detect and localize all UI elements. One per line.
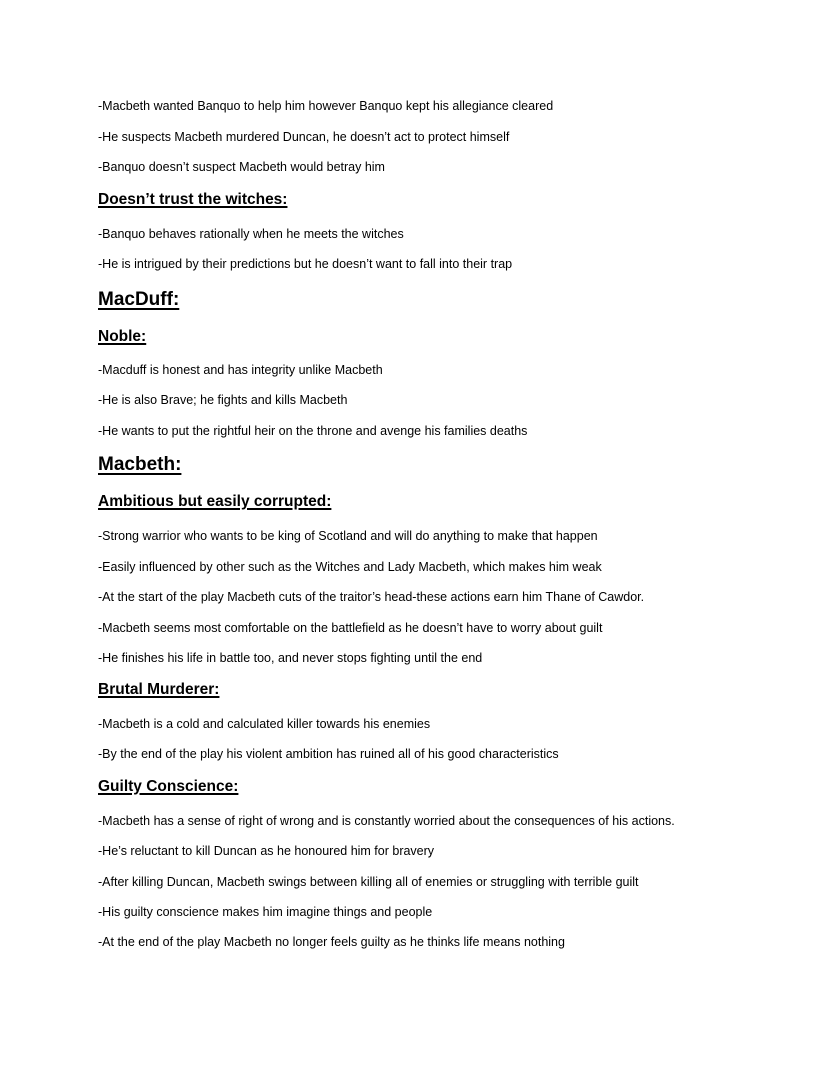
body-line: -Macduff is honest and has integrity unlike Macbeth [98, 363, 383, 377]
body-line: -He’s reluctant to kill Duncan as he honoured him for bravery [98, 844, 435, 858]
body-line: -At the end of the play Macbeth no longer feels guilty as he thinks life means nothing [98, 935, 565, 949]
body-line: -Macbeth has a sense of right of wrong and is constantly worried about the consequences of his actions. [98, 814, 675, 828]
body-line: -He is intrigued by their predictions but he doesn’t want to fall into their trap [98, 257, 513, 271]
body-line: -Banquo behaves rationally when he meets the witches [98, 227, 404, 241]
body-line: -He suspects Macbeth murdered Duncan, he doesn’t act to protect himself [98, 130, 510, 144]
subheading-noble: Noble: [98, 328, 147, 345]
body-line: -His guilty conscience makes him imagine things and people [98, 905, 433, 919]
body-line: -Banquo doesn’t suspect Macbeth would betray him [98, 160, 385, 174]
body-line: -Macbeth wanted Banquo to help him however Banquo kept his allegiance cleared [98, 99, 554, 113]
body-line: -At the start of the play Macbeth cuts of the traitor’s head-these actions earn him Thane of Cawdor. [98, 590, 645, 604]
heading-macduff: MacDuff: [98, 289, 180, 310]
body-line: -After killing Duncan, Macbeth swings between killing all of enemies or struggling with terrible guilt [98, 875, 639, 889]
subheading-ambitious: Ambitious but easily corrupted: [98, 493, 332, 510]
body-line: -He finishes his life in battle too, and never stops fighting until the end [98, 651, 483, 665]
body-line: -Macbeth is a cold and calculated killer towards his enemies [98, 717, 431, 731]
heading-macbeth: Macbeth: [98, 454, 182, 475]
body-line: -Easily influenced by other such as the Witches and Lady Macbeth, which makes him weak [98, 560, 602, 574]
subheading-guilty-conscience: Guilty Conscience: [98, 778, 239, 795]
subheading-doesnt-trust-witches: Doesn’t trust the witches: [98, 191, 288, 208]
body-line: -He is also Brave; he fights and kills Macbeth [98, 393, 348, 407]
body-line: -He wants to put the rightful heir on the throne and avenge his families deaths [98, 424, 528, 438]
body-line: -By the end of the play his violent ambition has ruined all of his good characteristics [98, 747, 559, 761]
body-line: -Macbeth seems most comfortable on the battlefield as he doesn’t have to worry about guilt [98, 621, 603, 635]
subheading-brutal-murderer: Brutal Murderer: [98, 681, 220, 698]
body-line: -Strong warrior who wants to be king of Scotland and will do anything to make that happen [98, 529, 598, 543]
